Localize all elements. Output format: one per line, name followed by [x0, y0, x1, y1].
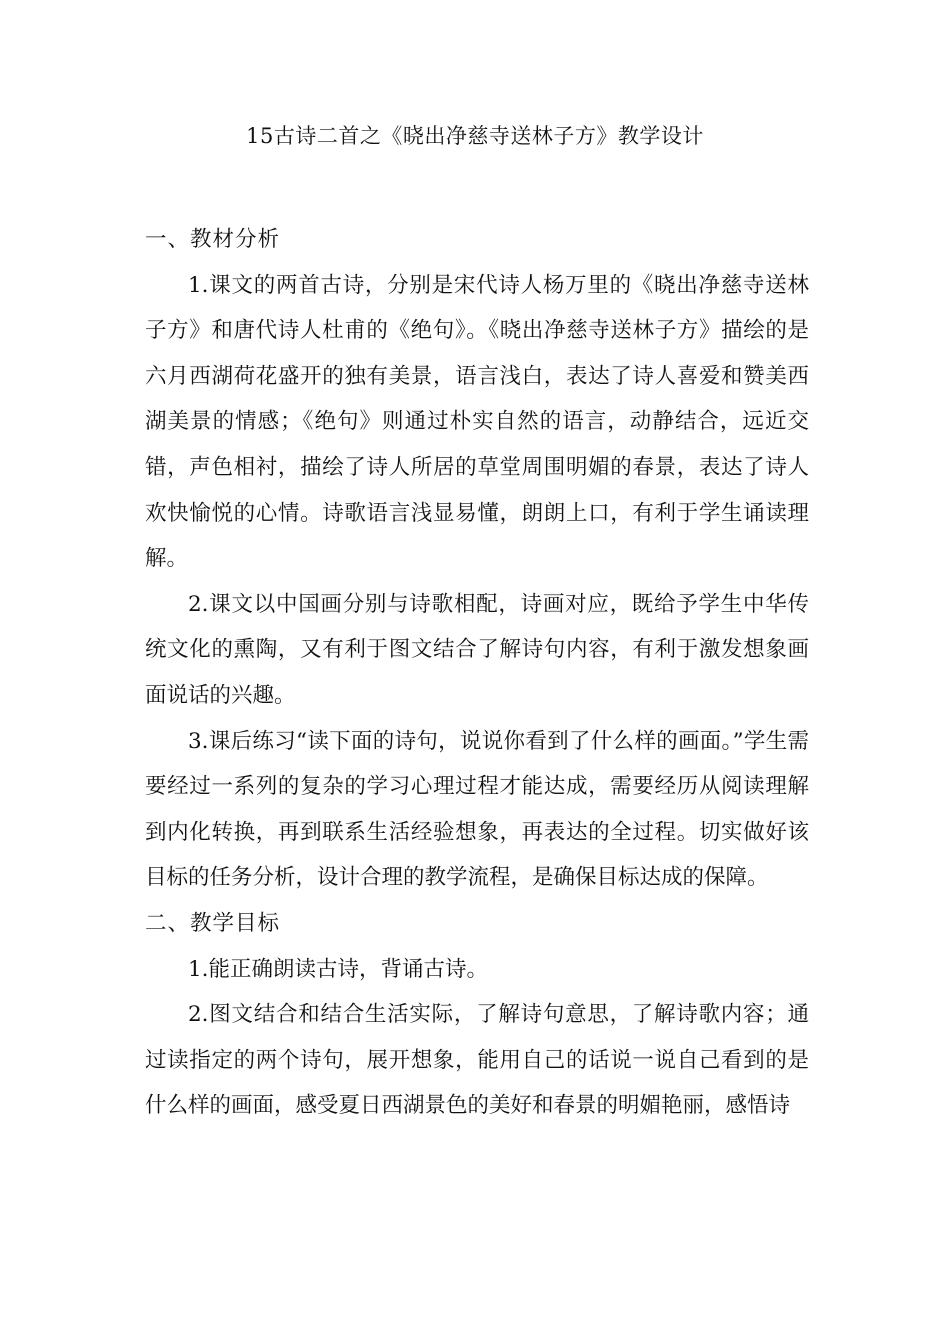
- paragraph-analysis-3: 3.课后练习“读下面的诗句，说说你看到了什么样的画面。”学生需要经过一系列的复杂的学习心理过程才能达成，需要经历从阅读理解到内化转换，再到联系生活经验想象，再表达的全过程。切实做好该目标的任务分析，设计合理的教学流程，是确保目标达成的保障。: [145, 728, 809, 891]
- paragraph-analysis-1: 1.课文的两首古诗，分别是宋代诗人杨万里的《晓出净慈寺送林子方》和唐代诗人杜甫的《绝句》。《晓出净慈寺送林子方》描绘的是六月西湖荷花盛开的独有美景，语言浅白，表达了诗人喜爱和赞美西湖美景的情感；《绝句》则通过朴实自然的语言，动静结合，远近交错，声色相衬，描绘了诗人所居的草堂周围明媚的春景，表达了诗人欢快愉悦的心情。诗歌语言浅显易懂，朗朗上口，有利于学生诵读理解。: [145, 272, 809, 572]
- document-body: [145, 217, 809, 1129]
- section-heading-textbook-analysis: 一、教材分析: [145, 227, 281, 252]
- paragraph-goal-1: 1.能正确朗读古诗，背诵古诗。: [188, 956, 489, 982]
- paragraph-goal-2: 2.图文结合和结合生活实际，了解诗句意思，了解诗歌内容；通过读指定的两个诗句，展开想象，能用自己的话说一说自己看到的是什么样的画面，感受夏日西湖景色的美好和春景的明媚艳丽，感悟诗: [145, 1002, 809, 1119]
- paragraph-analysis-2: 2.课文以中国画分别与诗歌相配，诗画对应，既给予学生中华传统文化的熏陶，又有利于图文结合了解诗句内容，有利于激发想象画面说话的兴趣。: [145, 591, 809, 708]
- section-heading-teaching-goals: 二、教学目标: [145, 910, 281, 936]
- document-title: 15古诗二首之《晓出净慈寺送林子方》教学设计: [246, 124, 704, 148]
